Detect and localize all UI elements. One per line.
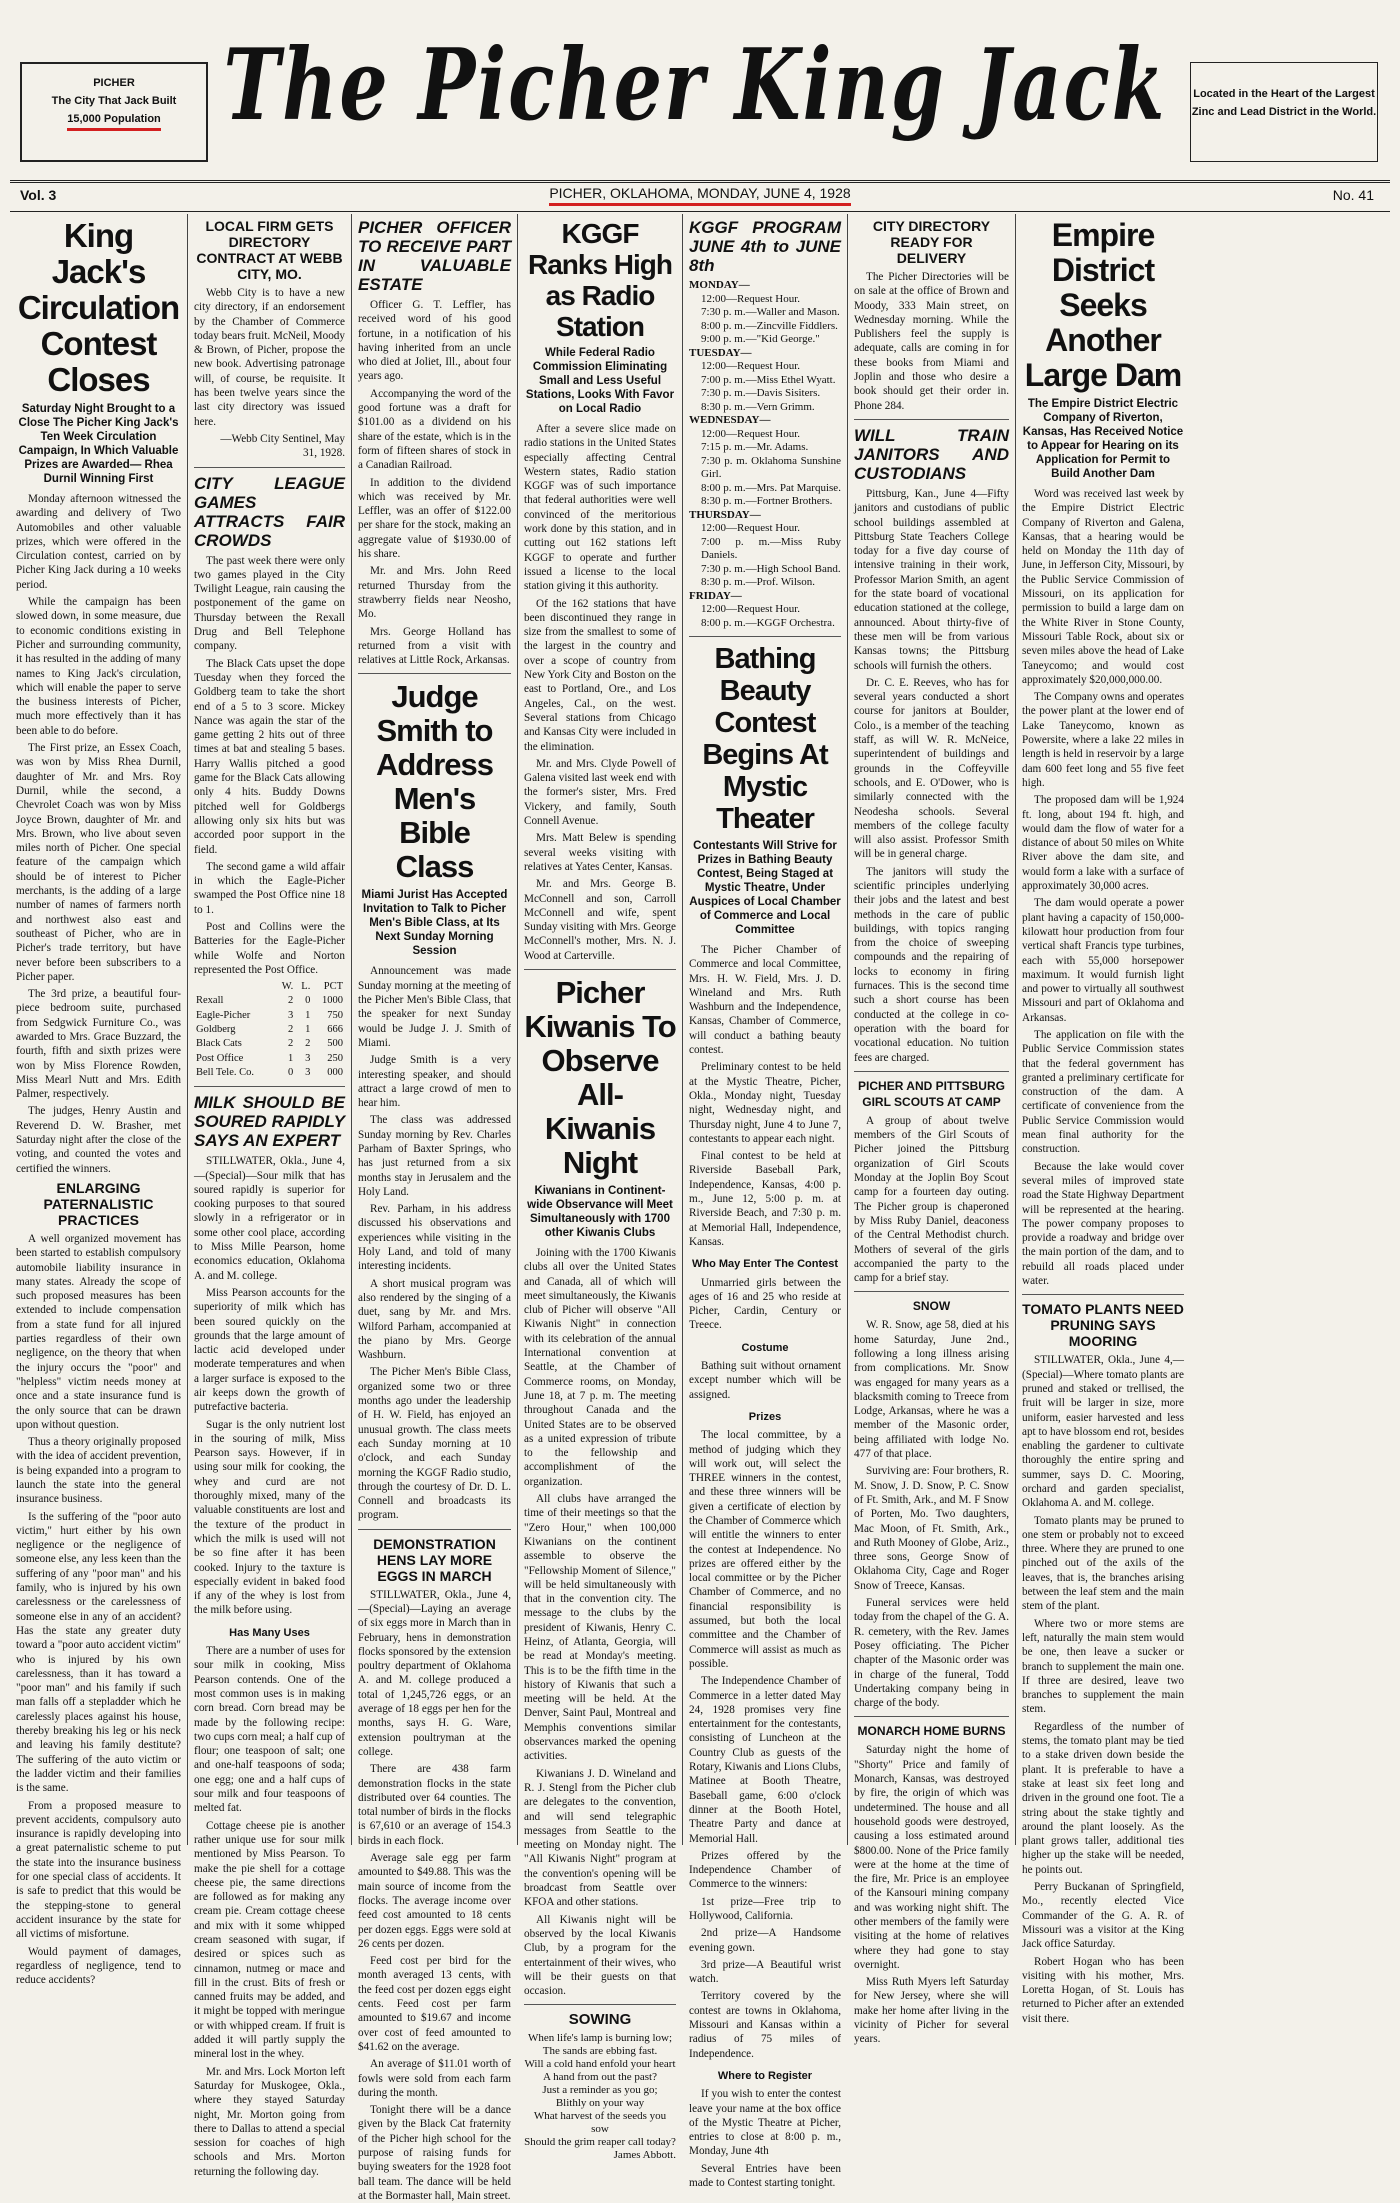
paragraph: 3rd prize—A Beautiful wrist watch. [689,1958,841,1986]
table-row: Black Cats 2 2 500 [196,1038,343,1050]
subheading: Where to Register [717,2069,813,2082]
headline-train-janitors: WILL TRAIN JANITORS AND CUSTODIANS [854,425,1009,483]
paragraph: Final contest to be held at Riverside Baseball Park, Independence, Kansas, 4:00 p. m., June 12, 5:00 p. m. at Riverside Beach, and 7:30 p. m. at Memorial Hall, Independence, Kansas. [689,1150,841,1248]
paragraph: Rev. Parham, in his address discussed his observations and experiences while visiting in the Holy Land, and told of many interesting incidents. [358,1203,511,1273]
subheading: Costume [741,1341,789,1354]
paragraph: All Kiwanis night will be observed by the local Kiwanis Club, by a program for the entertainment of their wives, who will be their guests on that occasion. [524,1913,676,1998]
paragraph: Announcement was made Sunday morning at the meeting of the Picher Men's Bible Class, that the speaker for next Sunday would be Judge J. J. Smith of Miami. [358,965,511,1049]
paragraph: The First prize, an Essex Coach, was won by Miss Rhea Durnil, daughter of Mr. and Mrs. Roy Durnil, while the second, a Chevrolet Coach was won by Miss Joyce Brown, daughter of Mr. and Mrs. Brown, who live about seven miles north of Picher. One special feature of the campaign which should be of interest to Picher merchants, is the adding of a large number of names of farmers north and northwest also east and southeast of Picher, who are in Picher's trade territory, but have never before been subscribers to a Picher paper. [16,742,181,983]
deck-empire-district: The Empire District Electric Company of Riverton, Kansas, Has Received Notice to Appear for Hearing on its Application for Permit to Build Another Dam [1022,398,1184,480]
deck-picher-kiwanis: Kiwanians in Continent-wide Observance will Meet Simultaneously with 1700 other Kiwanis Clubs [527,1184,673,1239]
paragraph: Unmarried girls between the ages of 16 and 25 who reside at Picher, Cardin, Century or Treece. [689,1276,841,1332]
headline-sour-milk: MILK SHOULD BE SOURED RAPIDLY SAYS AN EXPERT [194,1093,345,1151]
headline-tomato-plants: TOMATO PLANTS NEED PRUNING SAYS MOORING [1022,1301,1184,1350]
headline-judge-smith: Judge Smith to Address Men's Bible Class [375,679,494,885]
headline-city-directory: CITY DIRECTORY READY FOR DELIVERY [872,218,991,266]
paragraph: Regardless of the number of stems, the tomato plant may be tied to a stake driven down beside the plant. It is preferable to have a stake at least six feet long and driven in the ground one foot. Tie a string about the stake tightly and around the plant loosely. As the plant grows taller, additional ties higher up the stake will be needed, he points out. [1022,1720,1184,1876]
paragraph: A well organized movement has been started to establish compulsory automobile liability insurance in many states. Already the scope of such proposed measures has been extended to include compensation from a state fund for all injured parties regardless of their own negligence, on the theory that when the injury occurs the "poor" and "helpless" victim needs money at once and a state insurance fund is the only source that can be drawn upon without question. [16,1232,181,1431]
ear-slogan: The City That Jack Built [51,95,177,107]
paragraph: Is the suffering of the "poor auto victim," hurt either by his own negligence or the negligence of someone else, any less keen than the suffering of any "poor man" and his family, who is injured by his own carelessness or the carelessness of someone else in any of an accident? Has the state any greater duty toward a "poor auto accident victim" who is injured by his own carelessness, than it has toward a "poor man" and his family if such man falls off a stepladder which he carelessly places against his house, thereby breaking his leg or his neck and leaving his family destitute? The suffering of the auto victim or the ladder victim and their families is the same. [16,1510,181,1795]
source-signature: —Webb City Sentinel, May 31, 1928. [220,432,345,460]
headline-snow: SNOW [912,1299,951,1314]
left-ear-box [20,62,208,162]
paragraph: The Picher Chamber of Commerce and local Committee, Mrs. H. W. Field, Mrs. J. D. Wineland and Mrs. Ruth Washburn and the Independence, Kansas, Chamber of Commerce, will conduct a bathing beauty contest. [689,944,841,1057]
column-7 [1016,214,1190,2025]
paragraph: Perry Buckanan of Springfield, Mo., recently elected Vice Commander of the G. A. R. of Missouri was a visitor at the King Jack office Saturday. [1022,1881,1184,1951]
paragraph: Preliminary contest to be held at the Mystic Theatre, Picher, Okla., Monday night, Tuesday night, Wednesday night, and Thursday night, June 4 to June 7, contestants to appear each night. [689,1061,841,1145]
paragraph: Several Entries have been made to Contest starting tonight. [689,2162,841,2190]
paragraph: Mr. and Mrs. Clyde Powell of Galena visited last week end with the former's sister, Mrs. Fred Vickery, and family, South Connell Avenue. [524,757,676,828]
paragraph: Cottage cheese pie is another rather unique use for sour milk mentioned by Miss Pearson. To make the pie shell for a cottage cheese pie, the same directions are followed as for making any cream pie. Cream cottage cheese and mix with it some whipped cream seasoned with sugar, if desired or spices such as cinnamon, nutmeg or mace and fill in the crust. Bits of fresh or canned fruits may be added, and it might be topped with meringue or with whipped cream. If fruit is added it will partly supply the mineral lost in the whey. [194,1819,345,2061]
headline-circulation-contest: King Jack's Circulation Contest Closes [17,217,180,398]
column-6 [848,214,1016,2046]
paragraph: Officer G. T. Leffler, has received word of his good fortune, in a notification of his having inherited from an uncle who died at Joliet, Ill., about four years ago. [358,299,511,383]
paragraph: W. R. Snow, age 58, died at his home Saturday, June 2nd., following a long illness arising from complications. Mr. Snow was engaged for many years as a blacksmith coming to Treece from Lodge, Arkansas, where he was a member of the Masonic order, being affiliated with lodge No. 477 of that place. [854,1319,1009,1461]
headline-city-league: CITY LEAGUE GAMES ATTRACTS FAIR CROWDS [194,473,345,550]
paragraph: Mr. and Mrs. John Reed returned Thursday from the strawberry fields near Neosho, Mo. [358,565,511,621]
paragraph: Dr. C. E. Reeves, who has for several years conducted a short course for janitors at Boulder, Colo., is a member of the teaching staff, as will W. R. McNeice, superintendent of buildings and grounds in the Coffeyville schools, and E. O'Dower, who is similarly connected with the Neodesha schools. Several members of the college faculty will also assist. Professor Smith will be in general charge. [854,676,1009,861]
league-standings-table [194,980,345,1080]
paragraph: The proposed dam will be 1,924 ft. long, about 194 ft. high, and would dam the flow of water for a distance of about 50 miles on White River above the dam site, and would form a lake with a surface of approximately 30,000 acres. [1022,794,1184,893]
paragraph: A short musical program was also rendered by the singing of a duet, sang by Mr. and Mrs. Wilford Parham, accompanied at the piano by Mrs. George Washburn. [358,1277,511,1362]
ear-population: 15,000 Population [67,110,161,131]
paragraph: Monday afternoon witnessed the awarding and delivery of Two Automobiles and other valuable prizes, which were offered in the Circulation contest, carried on by Picher King Jack during a 10 weeks period. [16,493,181,591]
column-1 [10,214,188,1987]
headline-demonstration-hens: DEMONSTRATION HENS LAY MORE EGGS IN MARCH [373,1535,496,1584]
paragraph: The local committee, by a method of judging which they will work out, will select the THREE winners in the contest, and these three winners will be given a certificate of election by the Chamber of Commerce which will entitle the winners to enter the contest at Independence. No prizes are offered either by the local committee or by the Picher Chamber of Commerce, and no financial responsibility is assumed, but both the local committee and the Chamber of Commerce will assist as much as possible. [689,1429,841,1670]
column-2 [188,214,352,2178]
right-ear-box [1190,62,1378,162]
column-3 [352,214,518,2202]
paragraph: The Independence Chamber of Commerce in a letter dated May 24, 1928 promises very fine entertainment for the contestants, consisting of Luncheon at the Country Club as guests of the Rotary, Kiwanis and Lions Clubs, Matinee at Booth Theatre, Baseball game, 6:00 o'clock dinner at the Booth Hotel, Theatre Party and dance at Memorial Hall. [689,1675,841,1845]
paragraph: The dam would operate a power plant having a capacity of 150,000-kilowatt hour production from four vertical shaft Francis type turbines, each with 55,000 horsepower maximum. It would furnish light and power to virtually all southwest Missouri and part of Oklahoma and Arkansas. [1022,897,1184,1024]
paragraph: Webb City is to have a new city directory, if an endorsement by the Chamber of Commerce today bears fruit. McNeil, Moody & Brown, of Picher, propose the new book. Advertising patronage will, of course, be requisite. It has been twelve years since the last city directory was issued here. [194,287,345,428]
poem-sowing: When life's lamp is burning low; The sands are ebbing fast. Will a cold hand enfold your heart A hand from out the past? Just a reminder as you go; Blithly on your way What harvest of the seeds you sow Should the grim reaper call today? James Abbott. [524,2031,676,2161]
paragraph: STILLWATER, Okla., June 4,—(Special)—Laying an average of six eggs more in March than in February, hens in demonstration flocks sponsored by the extension poultry department of Oklahoma A. and M. college produced a total of 1,245,726 eggs, or an average of 18 eggs per hen for the months, says H. G. Ware, extension poultryman at the college. [358,1588,511,1758]
masthead-title: The Picher King Jack [223,26,1167,143]
headline-empire-district: Empire District Seeks Another Large Dam [1024,217,1182,393]
deck-judge-smith: Miami Jurist Has Accepted Invitation to Talk to Picher Men's Bible Class, at Its Next Sunday Morning Session [361,889,508,958]
paragraph: After a severe slice made on radio stations in the United States especially affecting Central Western states, Radio station KGGF was of such importance that federal authorities were well convinced of the meritorious work done by this station, and in cutting out 162 stations left KGGF to operate and further issued a license to the local station giving it this authority. [524,423,676,593]
paragraph: Feed cost per bird for the month averaged 13 cents, with the feed cost per dozen eggs eight cents. Feed cost per farm amounted to $19.67 and income over cost of feed amounted to $41.62 on the average. [358,1955,511,2053]
paragraph: Mrs. Matt Belew is spending several weeks visiting with relatives at Yates Center, Kansas. [524,832,676,873]
table-row: Goldberg 2 1 666 [196,1024,343,1036]
paragraph: Miss Ruth Myers left Saturday for New Jersey, where she will make her home after living in the vicinity of Picher for several years. [854,1976,1009,2046]
deck-kggf-ranks: While Federal Radio Commission Eliminating Small and Less Useful Stations, Looks With Favor on Local Radio [525,347,675,415]
paragraph: There are 438 farm demonstration flocks in the state distributed over 64 counties. The total number of birds in the flocks is 67,610 or an average of 154.3 birds in each flock. [358,1763,511,1847]
paragraph: Would payment of damages, regardless of negligence, tend to reduce accidents? [16,1945,181,1987]
paragraph: From a proposed measure to prevent accidents, compulsory auto insurance is rapidly developing into a great paternalistic scheme to put the state into the insurance business for one special class of accidents. It is safe to predict that this would be the stepping-stone to general accident insurance by the state for all victims of misfortune. [16,1799,181,1941]
column-4 [518,214,683,2161]
paragraph: The janitors will study the scientific principles underlying their jobs and the latest and best methods in the care of public buildings, with topics ranging from the choice of sweeping compounds and the repairing of locks to economy in firing furnaces. This is the second time such a short course has been conducted at the college in co-operation with the board for vocational education. No tuition fees are charged. [854,865,1009,1064]
table-header-row: W. L. PCT [281,981,343,993]
paragraph: Kiwanians J. D. Wineland and R. J. Stengl from the Picher club are delegates to the convention, and will send telegraphic messages from Seattle to the meeting on Monday night. The "All Kiwanis Night" program at the convention's opening will be broadcast from Seattle over KFOA and other stations. [524,1767,676,1909]
paragraph: Territory covered by the contest are towns in Oklahoma, Missouri and Kansas within a radius of 75 miles of Independence. [689,1990,841,2060]
paragraph: Bathing suit without ornament except number which will be assigned. [689,1360,841,1401]
issue-number: No. 41 [1332,187,1374,203]
paragraph: Miss Pearson accounts for the superiority of milk which has been soured quickly on the grounds that the large amount of lactic acid developed under moderate temperatures and when a larger surface is exposed to the air keeps down the growth of putrefactive bacteria. [194,1286,345,1414]
headline-paternalistic-practices: ENLARGING PATERNALISTIC PRACTICES [43,1179,154,1228]
paragraph: The second game a wild affair in which the Eagle-Picher swamped the Post Office nine 18 to 1. [194,860,345,916]
paragraph: Saturday night the home of "Shorty" Price and family of Monarch, Kansas, was destroyed by fire, the origin of which was undetermined. The house and all household goods were destroyed, causing a loss estimated around $800.00. None of the Price family were at the home at the time of the fire, Mr. Price is an employee of the Kansouri mining company and was working night shift. The other members of the family were visiting at the home of relatives where they had gone to stay overnight. [854,1744,1009,1971]
paragraph: Joining with the 1700 Kiwanis clubs all over the United States and Canada, all of which will meet simultaneously, the Kiwanis club of Picher will observe "All Kiwanis Night" in connection with its celebration of the annual International convention at Seattle, at the Chamber of Commerce rooms, on Monday, June 18, at 7 p. m. The meeting throughout Canada and the United States are to be observed as a united expression of tribute to the fellowship and accomplishment of the organization. [524,1246,676,1488]
ear-city: PICHER [93,77,135,89]
paragraph: The Picher Directories will be on sale at the office of Brown and Moody, 333 Main street, on Wednesday morning. While the Publishers feel the supply is adequate, calls are coming in for these books from Miami and Joplin and those who desire a book should get their order in. Phone 284. [854,271,1009,412]
paragraph: Accompanying the word of the good fortune was a draft for $101.00 as a dividend on his share of the estate, which is in the form of fifteen shares of stock in a Canadian Railroad. [358,387,511,472]
paragraph: The class was addressed Sunday morning by Rev. Charles Parham of Baxter Springs, who has just returned from a six months stay in Jerusalem and the Holy Land. [358,1114,511,1198]
paragraph: The Picher Men's Bible Class, organized some two or three months ago under the leadership of H. W. Field, has enjoyed an unusual growth. The class meets each Sunday morning at 10 o'clock, and each Sunday morning the KGGF Radio studio, through the courtesy of Dr. D. L. Connell and broadcasts its program. [358,1366,511,1522]
paragraph: Sugar is the only nutrient lost in the souring of milk, Miss Pearson says. However, if in using sour milk for cooking, the whey and curd are not thoroughly mixed, many of the valuable constituents are lost and the texture of the product in which the milk is used will not be so fine after it has been cooked. Injury to the taxture is especially evident in baked food if any of the whey is lost from the milk before using. [194,1418,345,1617]
subheading: Who May Enter The Contest [691,1258,839,1271]
table-row: Post Office 1 3 250 [196,1052,343,1064]
paragraph: The 3rd prize, a beautiful four-piece bedroom suite, purchased from Sedgwick Furniture Co., was awarded to Mrs. Grace Buzzard, the fourth, fifth and sixth prizes were won by Miss Florence Rowden, Miss Mearl Nutt and Mrs. Edith Palmer, respectively. [16,988,181,1101]
table-row: Rexall 2 0 1000 [196,995,343,1007]
paragraph: While the campaign has been slowed down, in some measure, due to economic conditions existing in Picher and surrounding community, it has resulted in the adding of many names to King Jack's circulation, which will enable the paper to serve the business interests of Picher, much more effectively than it has been able to do before. [16,596,181,737]
headline-girl-scouts: PICHER AND PITTSBURG GIRL SCOUTS AT CAMP [858,1078,1005,1109]
paragraph: Mr. and Mrs. Lock Morton left Saturday for Muskogee, Okla., where they stayed Saturday night, Mr. Morton going from there to Dallas to attend a special session for coaches of high schools and Mrs. Morton returning the following day. [194,2065,345,2178]
paragraph: 2nd prize—A Handsome evening gown. [689,1927,841,1954]
paragraph: Prizes offered by the Independence Chamber of Commerce to the winners: [689,1849,841,1891]
headline-kggf-program: KGGF PROGRAM JUNE 4th to JUNE 8th [689,218,841,275]
paragraph: STILLWATER, Okla., June 4,—(Special)—Sour milk that has soured rapidly is superior for cooking purposes to that soured slowly in a refrigerator or in some other cool place, according to Miss Mille Pearson, home economics education, Oklahoma A. and M. college. [194,1155,345,1282]
ear-location: Located in the Heart of the Largest Zinc and Lead District in the World. [1191,88,1377,118]
paragraph: Surviving are: Four brothers, R. M. Snow, J. D. Snow, P. C. Snow of Ft. Smith, Ark., and M. F Snow of Porten, Mo. Two daughters, Mac Moon, of Ft. Smith, Ark., and Ruth Mooney of Globe, Ariz., three sons, George Snow of Oklahoma City, Cage and Roger Snow of Treece, Kansas. [854,1465,1009,1592]
paragraph: A group of about twelve members of the Girl Scouts of Picher joined the Pittsburg organization of Girl Scouts Monday at the Joplin Boy Scout camp for a fourteen day outing. The Picher group is chaperoned by Miss Ruby Daniel, deaconess of the Central Methodist church. Mothers of several of the girls accompanied the party to the camp for a brief stay. [854,1114,1009,1285]
paragraph: The application on file with the Public Service Commission states that the federal government has granted a preliminary certificate for construction of the dam. A certificate of convenience from the Public Service Commission would mean final authority for the construction. [1022,1028,1184,1156]
paragraph: Funeral services were held today from the chapel of the G. A. R. cemetery, with the Rev. James Posey officiating. The Picher chapter of the Masonic order was in charge of the funeral, Todd Undertaking company being in charge of the body. [854,1597,1009,1710]
paragraph: If you wish to enter the contest leave your name at the box office of the Mystic Theatre at Picher, entries to close at 8:00 p. m., Monday, June 4th [689,2088,841,2158]
paragraph: Of the 162 stations that have been discontinued they range in size from the smallest to some of the largest in the country and over a scope of country from New York City and Boston on the east to Portland, Ore., and Los Angeles, Cal., on the west. Several stations from Chicago and Kansas City were included in the elimination. [524,597,676,753]
paragraph: Mrs. George Holland has returned from a visit with relatives at Little Rock, Arkansas. [358,625,511,667]
issue-date: PICHER, OKLAHOMA, MONDAY, JUNE 4, 1928 [549,185,850,206]
paragraph: The Company owns and operates the power plant at the lower end of Lake Taneycomo, known as Powersite, where a lake 22 miles in length is held in reservoir by a large dam 600 feet long and 55 five feet high. [1022,691,1184,789]
paragraph: Tomato plants may be pruned to one stem or probably not to exceed three. Where they are pruned to one pinched out of the axils of the leaves, that is, the branches arising between the leaf stem and the main stem of the plant. [1022,1514,1184,1613]
table-row: Bell Tele. Co. 0 3 000 [196,1066,343,1078]
article-columns [10,214,1390,2202]
headline-directory-contract: LOCAL FIRM GETS DIRECTORY CONTRACT AT WEBB CITY, MO. [196,218,343,282]
dateline-bar [10,180,1390,212]
headline-bathing-beauty: Bathing Beauty Contest Begins At Mystic Theater [702,643,828,835]
subheading: Prizes [748,1410,782,1423]
paragraph: Judge Smith is a very interesting speaker, and should attract a large crowd of men to hear him. [358,1054,511,1110]
paragraph: In addition to the dividend which was received by Mr. Leffler, was an offer of $122.00 per share for the stock, making an aggregate value of $1930.00 of his share. [358,476,511,561]
paragraph: The judges, Henry Austin and Reverend D. W. Brasher, met Saturday night after the close of the voting, and counted the votes and certified the winners. [16,1105,181,1175]
paragraph: STILLWATER, Okla., June 4,—(Special)—Where tomato plants are pruned and staked or trellised, the fruit will be larger in size, more uniform, easier harvested and less apt to have blossom end rot, besides enabling the gardener to cultivate thoroughly the entire spring and summer, says D. C. Mooring, orchard and garden specialist, Oklahoma A. and M. college. [1022,1354,1184,1510]
paragraph: The past week there were only two games played in the City Twilight League, rain causing the postponement of the game on Thursday between the Rexall Drug and Bell Telephone company. [194,554,345,653]
headline-monarch-home: MONARCH HOME BURNS [857,1724,1006,1739]
headline-picher-kiwanis: Picher Kiwanis To Observe All-Kiwanis Night [524,974,676,1180]
paragraph: Where two or more stems are left, naturally the main stem would be one, then leave a sucker or branch to supplement the main one. If three are desired, leave two branches to supplement the main stem. [1022,1617,1184,1716]
newspaper-page [10,10,1390,2202]
paragraph: Average sale egg per farm amounted to $49.88. This was the main source of income from the flocks. The average income over feed cost amounted to 18 cents per dozen eggs. Eggs were sold at 26 cents per dozen. [358,1852,511,1950]
paragraph: Thus a theory originally proposed with the idea of accident prevention, is being expanded into a program to launch the state into the general insurance business. [16,1436,181,1506]
radio-schedule: MONDAY— 12:00—Request Hour. 7:30 p. m.—Waller and Mason. 8:00 p. m.—Zincville Fiddlers. 9:00 p. m.—"Kid George." TUESDAY— 12:00—Request Hour. 7:00 p. m.—Miss Ethel Wyatt. 7:30 p. m.—Davis Sisiters. 8:30 p. m.—Vern Grimm. WEDNESDAY— 12:00—Request Hour. 7:15 p. m.—Mr. Adams. 7:30 p. m. Oklahoma Sunshine Girl. 8:00 p. m.—Mrs. Pat Marquise. 8:30 p. m.—Fortner Brothers. THURSDAY— 12:00—Request Hour. 7:00 p. m.—Miss Ruby Daniels. 7:30 p. m.—High School Band. 8:30 p. m.—Prof. Wilson. FRIDAY— 12:00—Request Hour. 8:00 p. m.—KGGF Orchestra. [689,279,841,629]
subheading: Has Many Uses [229,1626,310,1639]
paragraph: Tonight there will be a dance given by the Black Cat fraternity of the Picher high school for the purpose of raising funds for buying sweaters for the 1928 foot ball team. The dance will be held at the Bormaster hall, Main street. [358,2104,511,2202]
deck-circulation-contest: Saturday Night Brought to a Close The Picher King Jack's Ten Week Circulation Campaign, In Which Valuable Prizes are Awarded— Rhea Durnil Winning First [18,403,179,485]
table-row: Eagle-Picher 3 1 750 [196,1009,343,1021]
paragraph: 1st prize—Free trip to Hollywood, California. [689,1895,841,1922]
paragraph: Robert Hogan who has been visiting with his mother, Mrs. Loretta Hogan, of St. Louis has returned to Picher after an extended visit there. [1022,1955,1184,2025]
paragraph: There are a number of uses for sour milk in cooking, Miss Pearson contends. One of the most common uses is in making corn bread. Corn bread may be made by the following recipe: two cups corn meal; a half cup of flour; one teaspoon of salt; one and one-half teaspoons of soda; one egg; one and a half cups of sour milk and four teaspoons of melted fat. [194,1645,345,1815]
paragraph: Pittsburg, Kan., June 4—Fifty janitors and custodians of public school buildings assembled at Pittsburg State Teachers College today for a five day course of intensive training in their work, Professor Marion Smith, an agent for the state board of vocational education stationed at the college, announced. About thirty-five of these men will be from various Kansas towns; the Pittsburg schools will furnish the others. [854,487,1009,672]
paragraph: Mr. and Mrs. George B. McConnell and son, Carroll McConnell and wife, spent Sunday visiting with Mrs. George McConnell's mother, Mrs. N. J. Wood at Carterville. [524,878,676,962]
paragraph: Word was received last week by the Empire District Electric Company of Riverton and Galena, Kansas, that a hearing would be held on Monday the 11th day of June, in Jefferson City, Missouri, by the Public Service Commission of Missouri, on its application for permission to build a large dam on the White River in Stone County, Missouri Table Rock, about six or seven miles above the head of Lake Taneycomo; and would cost approximately $20,000,000.00. [1022,488,1184,686]
volume-number: Vol. 3 [20,187,57,203]
deck-bathing-beauty: Contestants Will Strive for Prizes in Bathing Beauty Contest, Being Staged at Mystic Theatre, Under Auspices of Local Chamber of Commerce and Local Committee [689,840,841,936]
paragraph: An average of $11.01 worth of fowls were sold from each farm during the month. [358,2058,511,2099]
paragraph: All clubs have arranged the time of their meetings so that the "Zero Hour," when 100,000 Kiwanians on the continent assemble to observe the "Fellowship Moment of Silence," will be held simultaneously with that in the convention city. The message to the clubs by the president of Kiwanis, Henry C. Heinz, of Atlanta, Georgia, will be read at Monday's meeting. This is to be the fifth time in the history of Kiwanis that such a meeting will be held. At the Denver, Saint Paul, Montreal and Memphis conventions similar observances marked the opening activities. [524,1493,676,1763]
column-5 [683,214,848,2190]
paragraph: Because the lake would cover several miles of improved state road the State Highway Department will be represented at the hearing. The power company proposes to provide a roadway and bridge over the main portion of the dam, and to rebuild all roads placed under water. [1022,1160,1184,1288]
headline-kggf-ranks: KGGF Ranks High as Radio Station [527,218,673,342]
poem-title: SOWING [568,2011,632,2029]
headline-officer-estate: PICHER OFFICER TO RECEIVE PART IN VALUABLE ESTATE [358,218,511,294]
paragraph: The Black Cats upset the dope Tuesday when they forced the Goldberg team to take the short end of a 5 to 3 score. Mickey Nance was again the star of the game getting 2 hits out of three times at bat and stealing 5 bases. Harry Wallis pitched a good game for the Black Cats allowing only 4 hits. Buddy Downs pitched well for Goldbergs allowing only six hits but was accorded poor support in the field. [194,657,345,856]
paragraph: Post and Collins were the Batteries for the Eagle-Picher while Wolfe and Norton represented the Post Office. [194,920,345,976]
